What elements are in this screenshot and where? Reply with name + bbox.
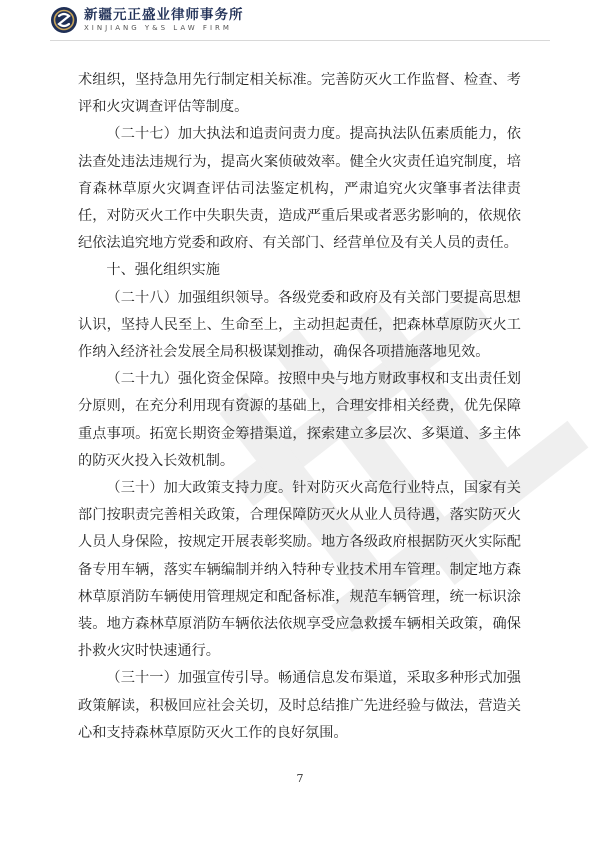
paragraph-continued: 术组织，坚持急用先行制定相关标准。完善防灭火工作监督、检查、考评和火灾调查评估等制度。 [78, 72, 521, 116]
letterhead [50, 6, 244, 34]
paragraph-item-30: （三十）加大政策支持力度。针对防灭火高危行业特点，国家有关部门按职责完善相关政策，合理保障防灭火从业人员待遇，落实防灭火人员人身保险，按规定开展表彰奖励。地方各级政府根据防灭火实际配备专用车辆，落实车辆编制并纳入特种专业技术用车管理。制定地方森林草原消防车辆使用管理规定和配备标准，规范车辆管理，统一标识涂装。地方森林草原消防车辆依法依规享受应急救援车辆相关政策，确保扑救火灾时快速通行。 [78, 480, 521, 660]
paragraph-item-31: （三十一）加强宣传引导。畅通信息发布渠道，采取多种形式加强政策解读，积极回应社会关切，及时总结推广先进经验与做法，营造关心和支持森林草原防灭火工作的良好氛围。 [78, 670, 521, 741]
document-body [78, 67, 521, 747]
page-number: 7 [296, 772, 304, 785]
firm-name-cn: 新疆元正盛业律师事务所 [84, 7, 244, 23]
paragraph-item-28: （二十八）加强组织领导。各级党委和政府及有关部门要提高思想认识，坚持人民至上、生命至上，主动担起责任，把森林草原防灭火工作纳入经济社会发展全局积极谋划推动，确保各项措施落地见效。 [78, 289, 521, 361]
paragraph-item-29: （二十九）强化资金保障。按照中央与地方财政事权和支出责任划分原则，在充分利用现有资源的基础上，合理安排相关经费，优先保障重点事项。拓宽长期资金筹措渠道，探索建立多层次、多渠道、多主体的防灭火投入长效机制。 [78, 371, 521, 469]
firm-name-block [84, 7, 244, 33]
paragraph-item-27: （二十七）加大执法和追责问责力度。提高执法队伍素质能力，依法查处违法违规行为，提高火案侦破效率。健全火灾责任追究制度，培育森林草原火灾调查评估司法鉴定机构，严肃追究火灾肇事者法律责任，对防灭火工作中失职失责，造成严重后果或者恶劣影响的，依规依纪依法追究地方党委和政府、有关部门、经营单位及有关人员的责任。 [78, 126, 521, 252]
firm-name-en: XINJIANG Y&S LAW FIRM [84, 24, 232, 32]
firm-logo-icon [50, 6, 78, 34]
header-divider [50, 40, 550, 41]
section-heading-10: 十、强化组织实施 [106, 262, 220, 279]
